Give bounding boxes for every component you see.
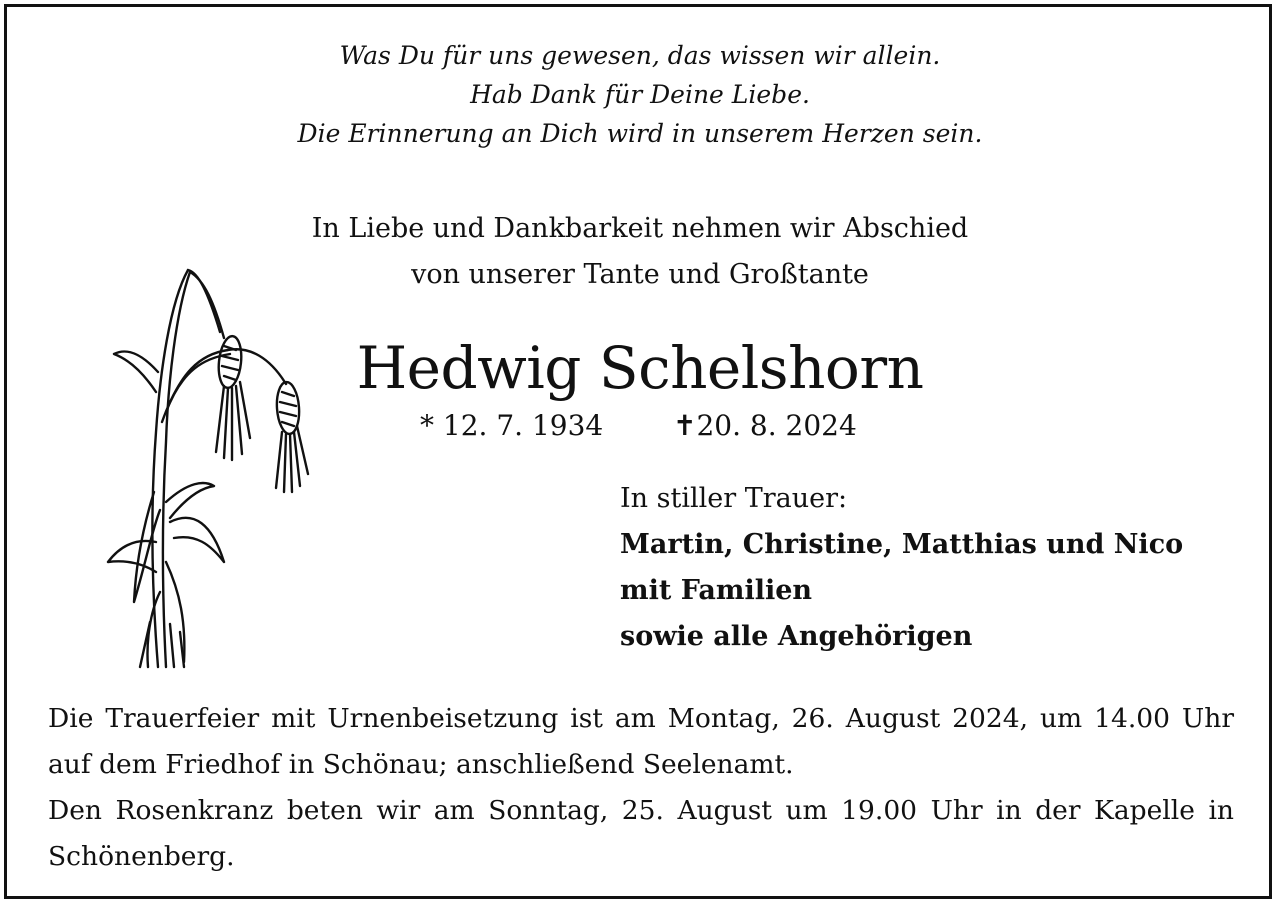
motto-line: Hab Dank für Deine Liebe. xyxy=(470,80,810,109)
motto-line: Was Du für uns gewesen, das wissen wir allein. xyxy=(339,41,941,70)
death-date: ✝20. 8. 2024 xyxy=(673,409,857,442)
mourner-line: sowie alle Angehörigen xyxy=(620,621,973,652)
motto-line: Die Erinnerung an Dich wird in unserem Herzen sein. xyxy=(297,119,983,148)
life-dates xyxy=(0,404,1280,448)
birth-date: * 12. 7. 1934 xyxy=(420,409,604,442)
mourner-line: mit Familien xyxy=(620,575,813,606)
mourner-line: Martin, Christine, Matthias und Nico xyxy=(620,529,1184,560)
service-info xyxy=(48,696,1234,880)
mourners-block xyxy=(620,476,1183,660)
intro-line: von unserer Tante und Großtante xyxy=(411,259,869,290)
motto-verse xyxy=(0,36,1280,153)
rosary-paragraph: Den Rosenkranz beten wir am Sonntag, 25. August um 19.00 Uhr in der Kapelle in Schönenberg. xyxy=(48,795,1234,872)
wheat-illustration-icon xyxy=(100,262,330,682)
funeral-service-paragraph: Die Trauerfeier mit Urnenbeisetzung ist am Montag, 26. August 2024, um 14.00 Uhr auf dem Friedhof in Schönau; anschließend Seelenamt. xyxy=(48,703,1234,780)
intro-line: In Liebe und Dankbarkeit nehmen wir Abschied xyxy=(311,213,969,244)
deceased-name: Hedwig Schelshorn xyxy=(356,334,924,402)
mourning-lead: In stiller Trauer: xyxy=(620,483,848,514)
